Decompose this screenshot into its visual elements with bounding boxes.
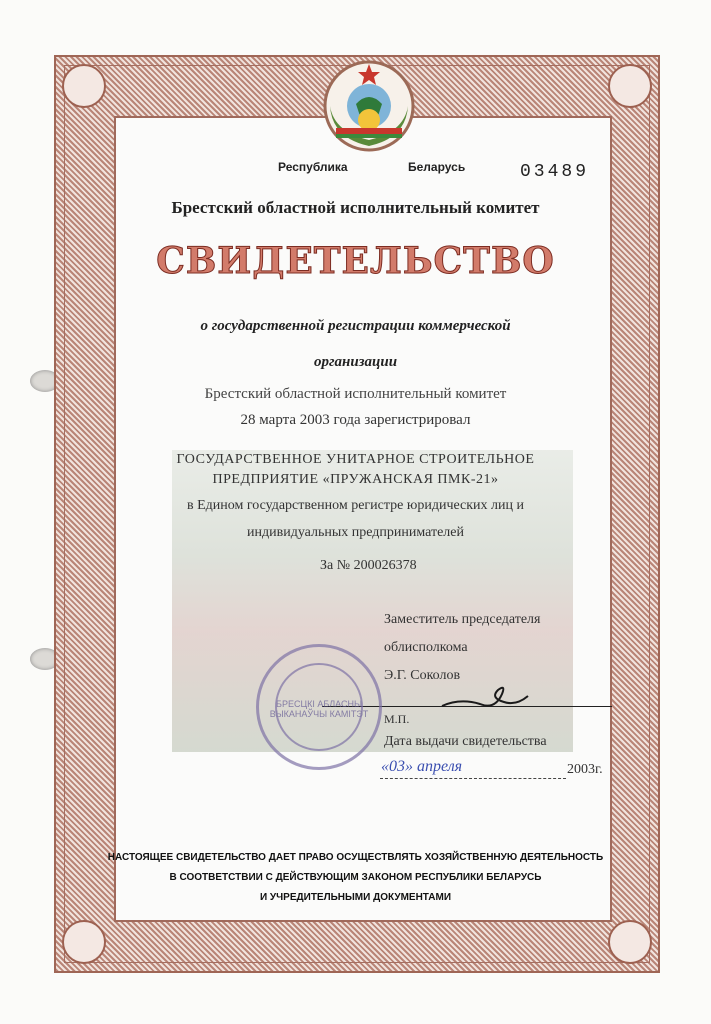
- subtitle-line-2: организации: [313, 354, 398, 370]
- register-line-2: индивидуальных предпринимателей: [247, 525, 464, 540]
- footer-line-1: НАСТОЯЩЕЕ СВИДЕТЕЛЬСТВО ДАЕТ ПРАВО ОСУЩЕСТВЛЯТЬ ХОЗЯЙСТВЕННУЮ ДЕЯТЕЛЬНОСТЬ: [107, 852, 604, 863]
- stamp-text: БРЕСЦКІ АБЛАСНЫ ВЫКАНАЎЧЫ КАМІТЭТ: [269, 699, 369, 719]
- corner-ornament: [62, 920, 106, 964]
- footer-line-3: И УЧРЕДИТЕЛЬНЫМИ ДОКУМЕНТАМИ: [259, 892, 452, 903]
- subtitle-line-1: о государственной регистрации коммерческой: [200, 318, 511, 334]
- corner-ornament: [608, 64, 652, 108]
- belarus-coat-of-arms-icon: [316, 54, 422, 154]
- footer-line-2: В СООТВЕТСТВИИ С ДЕЙСТВУЮЩИМ ЗАКОНОМ РЕСПУБЛИКИ БЕЛАРУСЬ: [169, 872, 542, 883]
- issue-year: 2003г.: [567, 762, 603, 777]
- certificate-title: СВИДЕТЕЛЬСТВО: [156, 240, 555, 282]
- seal-place-label: М.П.: [384, 712, 410, 726]
- official-stamp: [256, 644, 382, 770]
- date-underline: [380, 778, 566, 780]
- registration-number: За № 200026378: [320, 558, 417, 573]
- register-line-1: в Едином государственном регистре юридических лиц и: [186, 498, 525, 513]
- republic-label-right: Беларусь: [408, 160, 466, 174]
- registration-date-line: 28 марта 2003 года зарегистрировал: [240, 412, 471, 428]
- signatory-name: Э.Г. Соколов: [384, 668, 461, 683]
- handwritten-signature: [440, 680, 530, 714]
- signatory-position-1: Заместитель председателя: [384, 612, 541, 627]
- corner-ornament: [62, 64, 106, 108]
- signatory-position-2: облисполкома: [384, 640, 468, 655]
- serial-number: 03489: [520, 162, 590, 182]
- republic-label-left: Республика: [278, 160, 348, 174]
- registrar-line: Брестский областной исполнительный комитет: [204, 386, 507, 402]
- corner-ornament: [608, 920, 652, 964]
- enterprise-name-line-2: ПРЕДПРИЯТИЕ «ПРУЖАНСКАЯ ПМК-21»: [212, 472, 499, 487]
- issue-date-handwritten: «03» апреля: [381, 758, 463, 775]
- enterprise-name-line-1: ГОСУДАРСТВЕННОЕ УНИТАРНОЕ СТРОИТЕЛЬНОЕ: [176, 452, 535, 467]
- issuer-heading: Брестский областной исполнительный комитет: [171, 198, 540, 217]
- issue-date-label: Дата выдачи свидетельства: [384, 734, 547, 749]
